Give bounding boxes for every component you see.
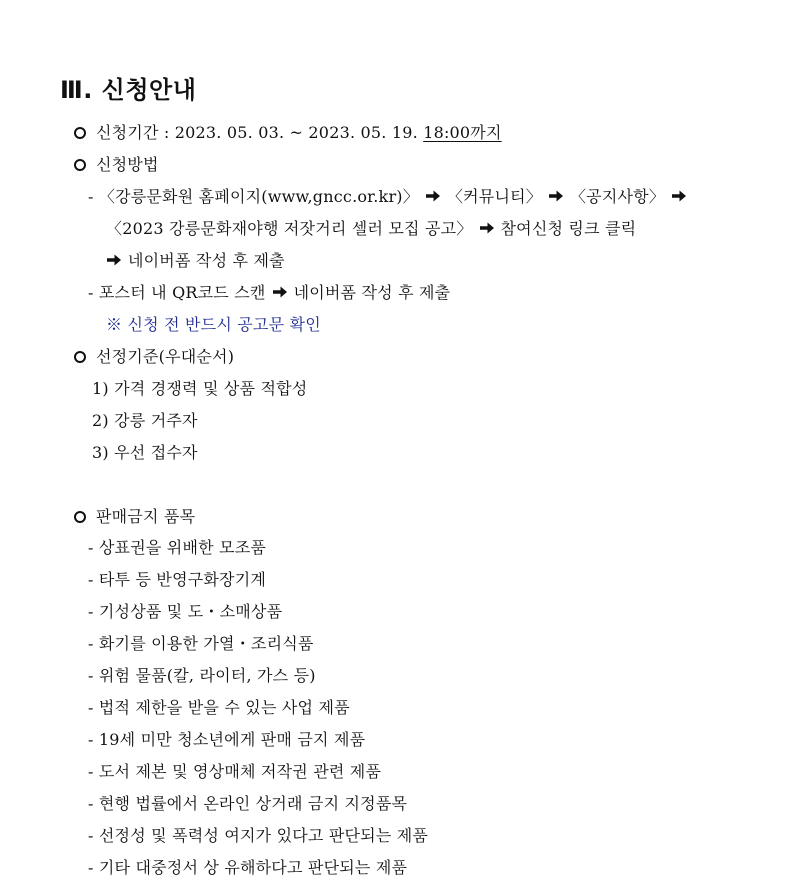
arrow-right-icon <box>106 253 122 267</box>
criteria-heading-line <box>74 347 234 367</box>
circle-bullet-icon <box>74 511 86 523</box>
banned-item: - 화기를 이용한 가열・조리식품 <box>88 634 314 653</box>
path-homepage: - 〈강릉문화원 홈페이지(www,gncc.or.kr)〉 <box>88 187 419 206</box>
criteria-heading: 선정기준(우대순서) <box>96 347 235 366</box>
banned-item: - 상표권을 위배한 모조품 <box>88 538 267 557</box>
arrow-right-icon <box>548 189 564 203</box>
path-notice: 〈공지사항〉 <box>569 187 666 206</box>
period-label: 신청기간 : 2023. 05. 03. ~ 2023. 05. 19. <box>96 123 424 142</box>
path-link-click: 참여신청 링크 클릭 <box>500 219 637 238</box>
banned-heading-line <box>74 507 195 527</box>
method-path-line-1 <box>88 187 693 207</box>
path-announcement: 〈2023 강릉문화재야행 저잣거리 셀러 모집 공고〉 <box>106 219 473 238</box>
qr-submit: 네이버폼 작성 후 제출 <box>293 283 451 302</box>
banned-item: - 타투 등 반영구화장기계 <box>88 570 267 589</box>
criteria-item: 3) 우선 접수자 <box>92 443 198 462</box>
criteria-item: 2) 강릉 거주자 <box>92 411 198 430</box>
arrow-right-icon <box>671 189 687 203</box>
banned-item: - 도서 제본 및 영상매체 저작권 관련 제품 <box>88 762 382 781</box>
period-deadline: 18:00까지 <box>423 123 502 142</box>
period-line <box>74 123 502 143</box>
method-qr-line <box>88 283 450 303</box>
path-submit: 네이버폼 작성 후 제출 <box>128 251 285 270</box>
section-title: Ⅲ. 신청안내 <box>60 76 197 104</box>
arrow-right-icon <box>479 221 495 235</box>
arrow-right-icon <box>272 285 288 299</box>
arrow-right-icon <box>425 189 441 203</box>
banned-item: - 위험 물품(칼, 라이터, 가스 등) <box>88 666 316 685</box>
banned-item: - 법적 제한을 받을 수 있는 사업 제품 <box>88 698 350 717</box>
method-path-line-2 <box>106 219 636 239</box>
qr-scan: - 포스터 내 QR코드 스캔 <box>88 283 266 302</box>
method-path-line-3 <box>100 251 285 271</box>
circle-bullet-icon <box>74 127 86 139</box>
banned-item: - 선정성 및 폭력성 여지가 있다고 판단되는 제품 <box>88 826 429 845</box>
banned-item: - 현행 법률에서 온라인 상거래 금지 지정품목 <box>88 794 408 813</box>
method-heading-line <box>74 155 159 175</box>
circle-bullet-icon <box>74 159 86 171</box>
criteria-item: 1) 가격 경쟁력 및 상품 적합성 <box>92 379 308 398</box>
banned-item: - 기성상품 및 도・소매상품 <box>88 602 283 621</box>
method-heading: 신청방법 <box>96 155 159 174</box>
circle-bullet-icon <box>74 351 86 363</box>
path-community: 〈커뮤니티〉 <box>446 187 542 206</box>
method-notice: ※ 신청 전 반드시 공고문 확인 <box>106 315 321 334</box>
banned-heading: 판매금지 품목 <box>96 507 196 526</box>
banned-item: - 19세 미만 청소년에게 판매 금지 제품 <box>88 730 366 749</box>
banned-item: - 기타 대중정서 상 유해하다고 판단되는 제품 <box>88 858 408 877</box>
